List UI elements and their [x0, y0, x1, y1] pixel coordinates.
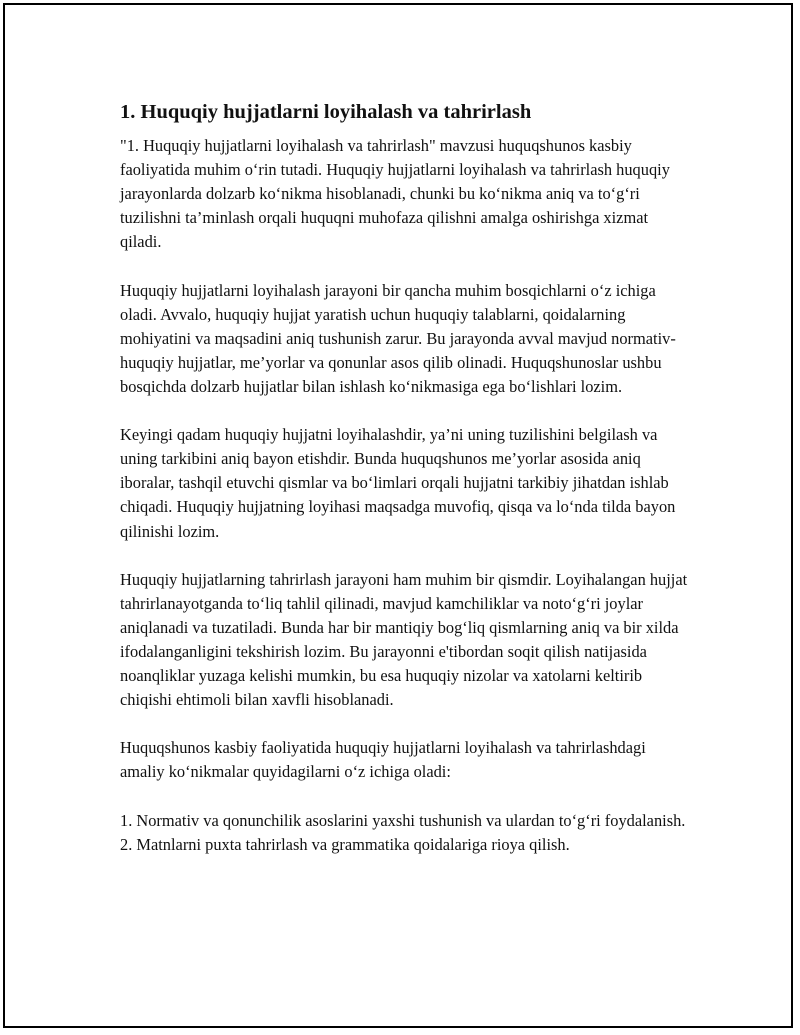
page-frame [3, 3, 793, 1028]
document-body [120, 99, 690, 857]
document-title: 1. Huquqiy hujjatlarni loyihalash va tahrirlash [120, 101, 532, 123]
paragraph-intro: "1. Huquqiy hujjatlarni loyihalash va tahrirlash" mavzusi huquqshunos kasbiy faoliyatida muhim o‘rin tutadi. Huquqiy hujjatlarni loyihalash va tahrirlash huquqiy jarayonlarda dolzarb ko‘nikma hisoblanadi, chunki bu ko‘nikma aniq va to‘g‘ri tuzilishni ta’minlash orqali huquqni muhofaza qilishni amalga oshirishga xizmat qiladi. [120, 136, 670, 252]
paragraph-next-step: Keyingi qadam huquqiy hujjatni loyihalashdir, ya’ni uning tuzilishini belgilash va uning tarkibini aniq bayon etishdir. Bunda huquqshunos me’yorlar asosida aniq iboralar, tashqil etuvchi qismlar va bo‘limlari orqali hujjatni tarkibiy jihatdan ishlab chiqadi. Huquqiy hujjatning loyihasi maqsadga muvofiq, qisqa va lo‘nda tilda bayon qilinishi lozim. [120, 425, 676, 541]
paragraph-drafting-stages: Huquqiy hujjatlarni loyihalash jarayoni bir qancha muhim bosqichlarni o‘z ichiga oladi. Avvalo, huquqiy hujjat yaratish uchun huquqiy talablarni, qoidalarning mohiyatini va maqsadini aniq tushunish zarur. Bu jarayonda avval mavjud normativ-huquqiy hujjatlar, me’yorlar va qonunlar asos qilib olinadi. Huquqshunoslar ushbu bosqichda dolzarb hujjatlar bilan ishlash ko‘nikmasiga ega bo‘lishlari lozim. [120, 280, 676, 396]
list-item: 2. Matnlarni puxta tahrirlash va grammatika qoidalariga rioya qilish. [120, 834, 570, 854]
skills-list [120, 809, 690, 857]
paragraph-editing: Huquqiy hujjatlarning tahrirlash jarayoni ham muhim bir qismdir. Loyihalangan hujjat tahrirlanayotganda to‘liq tahlil qilinadi, mavjud kamchiliklar va noto‘g‘ri joylar aniqlanadi va tuzatiladi. Bunda har bir mantiqiy bog‘liq qismlarning aniq va bir xilda ifodalanganligini tekshirish lozim. Bu jarayonni e'tibordan soqit qilish natijasida noanqliklar yuzaga kelishi mumkin, bu esa huquqiy nizolar va xatolarni keltirib chiqishi ehtimoli bilan xavfli hisoblanadi. [120, 569, 688, 710]
paragraph-skills-intro: Huquqshunos kasbiy faoliyatida huquqiy hujjatlarni loyihalash va tahrirlashdagi amaliy ko‘nikmalar quyidagilarni o‘z ichiga oladi: [120, 738, 646, 782]
list-item: 1. Normativ va qonunchilik asoslarini yaxshi tushunish va ulardan to‘g‘ri foydalanish. [120, 810, 686, 830]
